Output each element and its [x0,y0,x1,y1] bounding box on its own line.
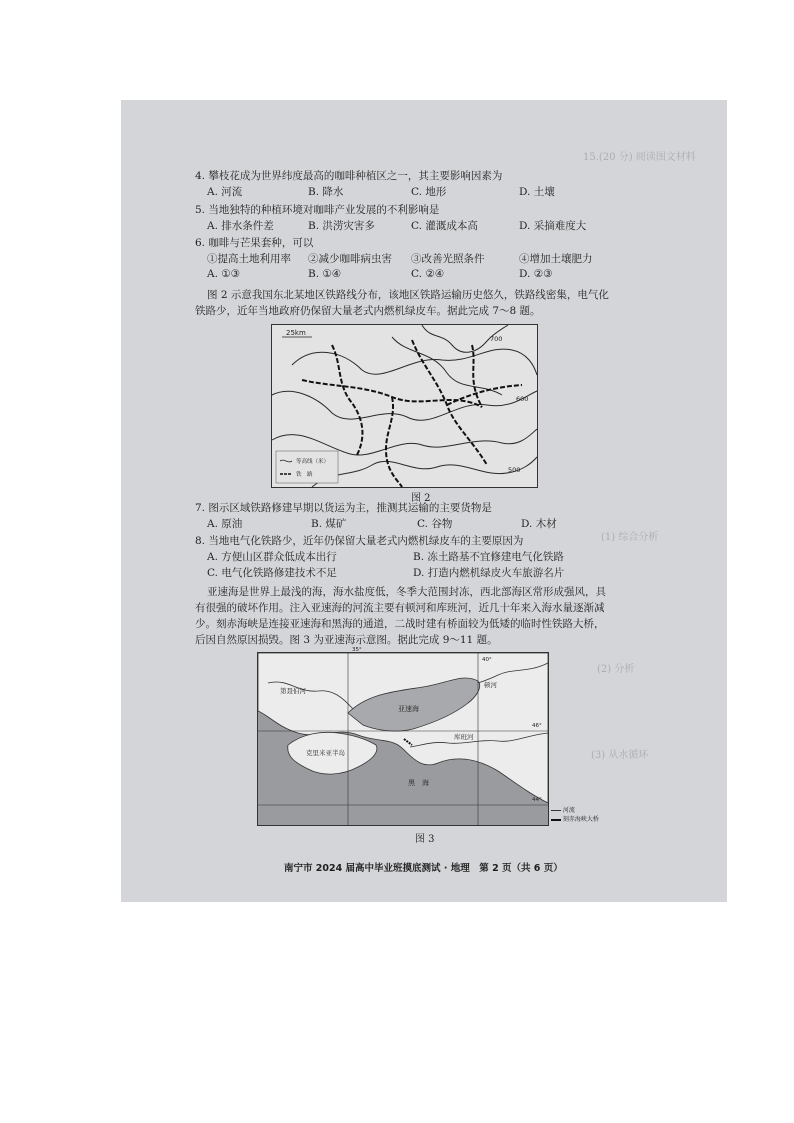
legend-river-row [551,806,599,815]
contour-label-600: 600 [516,395,529,403]
question-6-option-b: B. ①④ [308,268,342,280]
fig3-intro-line: 后因自然原因损毁。图 3 为亚速海示意图。据此完成 9～11 题。 [195,634,498,646]
fig3-intro-line: 少。刻赤海峡是连接亚速海和黑海的通道，二战时建有桥面较为低矮的临时性铁路大桥， [195,618,605,630]
question-5-option-c: C. 灌溉成本高 [411,220,478,232]
map-scale-label: 25km [286,329,306,337]
question-8-stem: 8. 当地电气化铁路少，近年仍保留大量老式内燃机绿皮车的主要原因为 [195,535,524,547]
railway-line [447,385,522,405]
label-black-sea: 黑 海 [408,779,429,787]
legend-bridge-label: 刻赤海峡大桥 [562,816,599,823]
legend-bridge-row [551,815,599,824]
question-7-stem: 7. 图示区域铁路修建早期以货运为主，推测其运输的主要货物是 [195,502,492,514]
fig2-intro-line: 图 2 示意我国东北某地区铁路线分布，该地区铁路运输历史悠久，铁路线密集，电气化 [207,289,609,301]
contour-label-500: 500 [508,466,521,474]
figure-3-map-svg [258,647,548,825]
question-7-option-b: B. 煤矿 [311,518,347,530]
question-6-stem: 6. 咖啡与芒果套种，可以 [195,237,314,249]
lat-label-46: 46° [532,723,542,729]
question-8-option-d: D. 打造内燃机绿皮火车旅游名片 [413,567,565,579]
figure-2-map-svg [272,325,537,487]
question-4-option-d: D. 土壤 [519,186,555,198]
question-6-statement-1: ①提高土地利用率 [207,253,291,265]
question-7-option-c: C. 谷物 [417,518,453,530]
lat-label-44: 44° [532,797,542,803]
question-7-option-d: D. 木材 [521,518,557,530]
contour-line [272,391,537,420]
fig2-intro-line: 铁路少，近年当地政府仍保留大量老式内燃机绿皮车。据此完成 7～8 题。 [195,305,541,317]
question-5-option-d: D. 采摘难度大 [519,220,587,232]
bleed-text: 15.(20 分) 阅读图文材料 [583,152,696,163]
legend-railway-label: 铁 路 [296,472,313,478]
exam-page [121,100,727,902]
question-6-statement-4: ④增加土壤肥力 [519,253,593,265]
label-don: 顿河 [484,681,497,689]
bleed-text: (1) 综合分析 [601,532,659,543]
question-4-stem: 4. 攀枝花成为世界纬度最高的咖啡种植区之一，其主要影响因素为 [195,170,503,182]
bleed-text: (2) 分析 [597,664,635,675]
lon-label-35: 35° [352,647,362,653]
question-6-option-d: D. ②③ [519,268,553,280]
question-6-option-c: C. ②④ [411,268,445,280]
legend-contour-label: 等高线（米） [296,459,330,465]
question-8-option-a: A. 方便山区群众低成本出行 [207,551,337,563]
railway-line [472,345,482,407]
figure-2-railway-map [271,324,538,488]
question-6-option-a: A. ①③ [207,268,241,280]
figure-3-caption: 图 3 [415,834,435,845]
railway-line [302,380,482,407]
fig3-intro-line: 亚速海是世界上最浅的海，海水盐度低，冬季大范围封冻，西北部海区常形成强风，具 [207,586,606,598]
contour-label-700: 700 [490,335,503,343]
question-5-stem: 5. 当地独特的种植环境对咖啡产业发展的不利影响是 [195,204,440,216]
fig3-intro-line: 有很强的破坏作用。注入亚速海的河流主要有顿河和库班河，近几十年来入海水量逐渐减 [195,602,605,614]
figure-3-azov-sea-map [257,647,549,826]
fig3-legend [551,806,599,824]
label-crimea: 克里米亚半岛 [306,749,345,757]
contour-line [392,337,502,395]
label-kuban: 库班河 [454,733,474,741]
contour-line [292,349,537,375]
legend-river-label: 河流 [562,807,575,814]
label-dnieper: 第聂伯河 [280,687,306,695]
question-8-option-b: B. 冻土路基不宜修建电气化铁路 [413,551,564,563]
label-azov-sea: 亚速海 [398,705,419,713]
railway-line [386,397,402,487]
lon-label-40: 40° [482,657,492,663]
question-6-statement-3: ③改善光照条件 [411,253,485,265]
contour-line [312,457,537,487]
question-6-statement-2: ②减少咖啡病虫害 [308,253,392,265]
legend-river-symbol [551,810,561,811]
bleed-text: (3) 从水循环 [591,750,649,761]
question-8-option-c: C. 电气化铁路修建技术不足 [207,567,337,579]
question-4-option-a: A. 河流 [207,186,243,198]
question-5-option-b: B. 洪涝灾害多 [308,220,375,232]
page-footer: 南宁市 2024 届高中毕业班摸底测试 · 地理 第 2 页（共 6 页） [284,863,563,874]
question-4-option-c: C. 地形 [411,186,447,198]
railway-line [332,345,362,455]
legend-bridge-symbol [551,819,561,821]
question-5-option-a: A. 排水条件差 [207,220,274,232]
question-4-option-b: B. 降水 [308,186,344,198]
question-7-option-a: A. 原油 [207,518,243,530]
fig2-legend-box [276,451,338,483]
figure-2-caption: 图 2 [411,493,431,504]
